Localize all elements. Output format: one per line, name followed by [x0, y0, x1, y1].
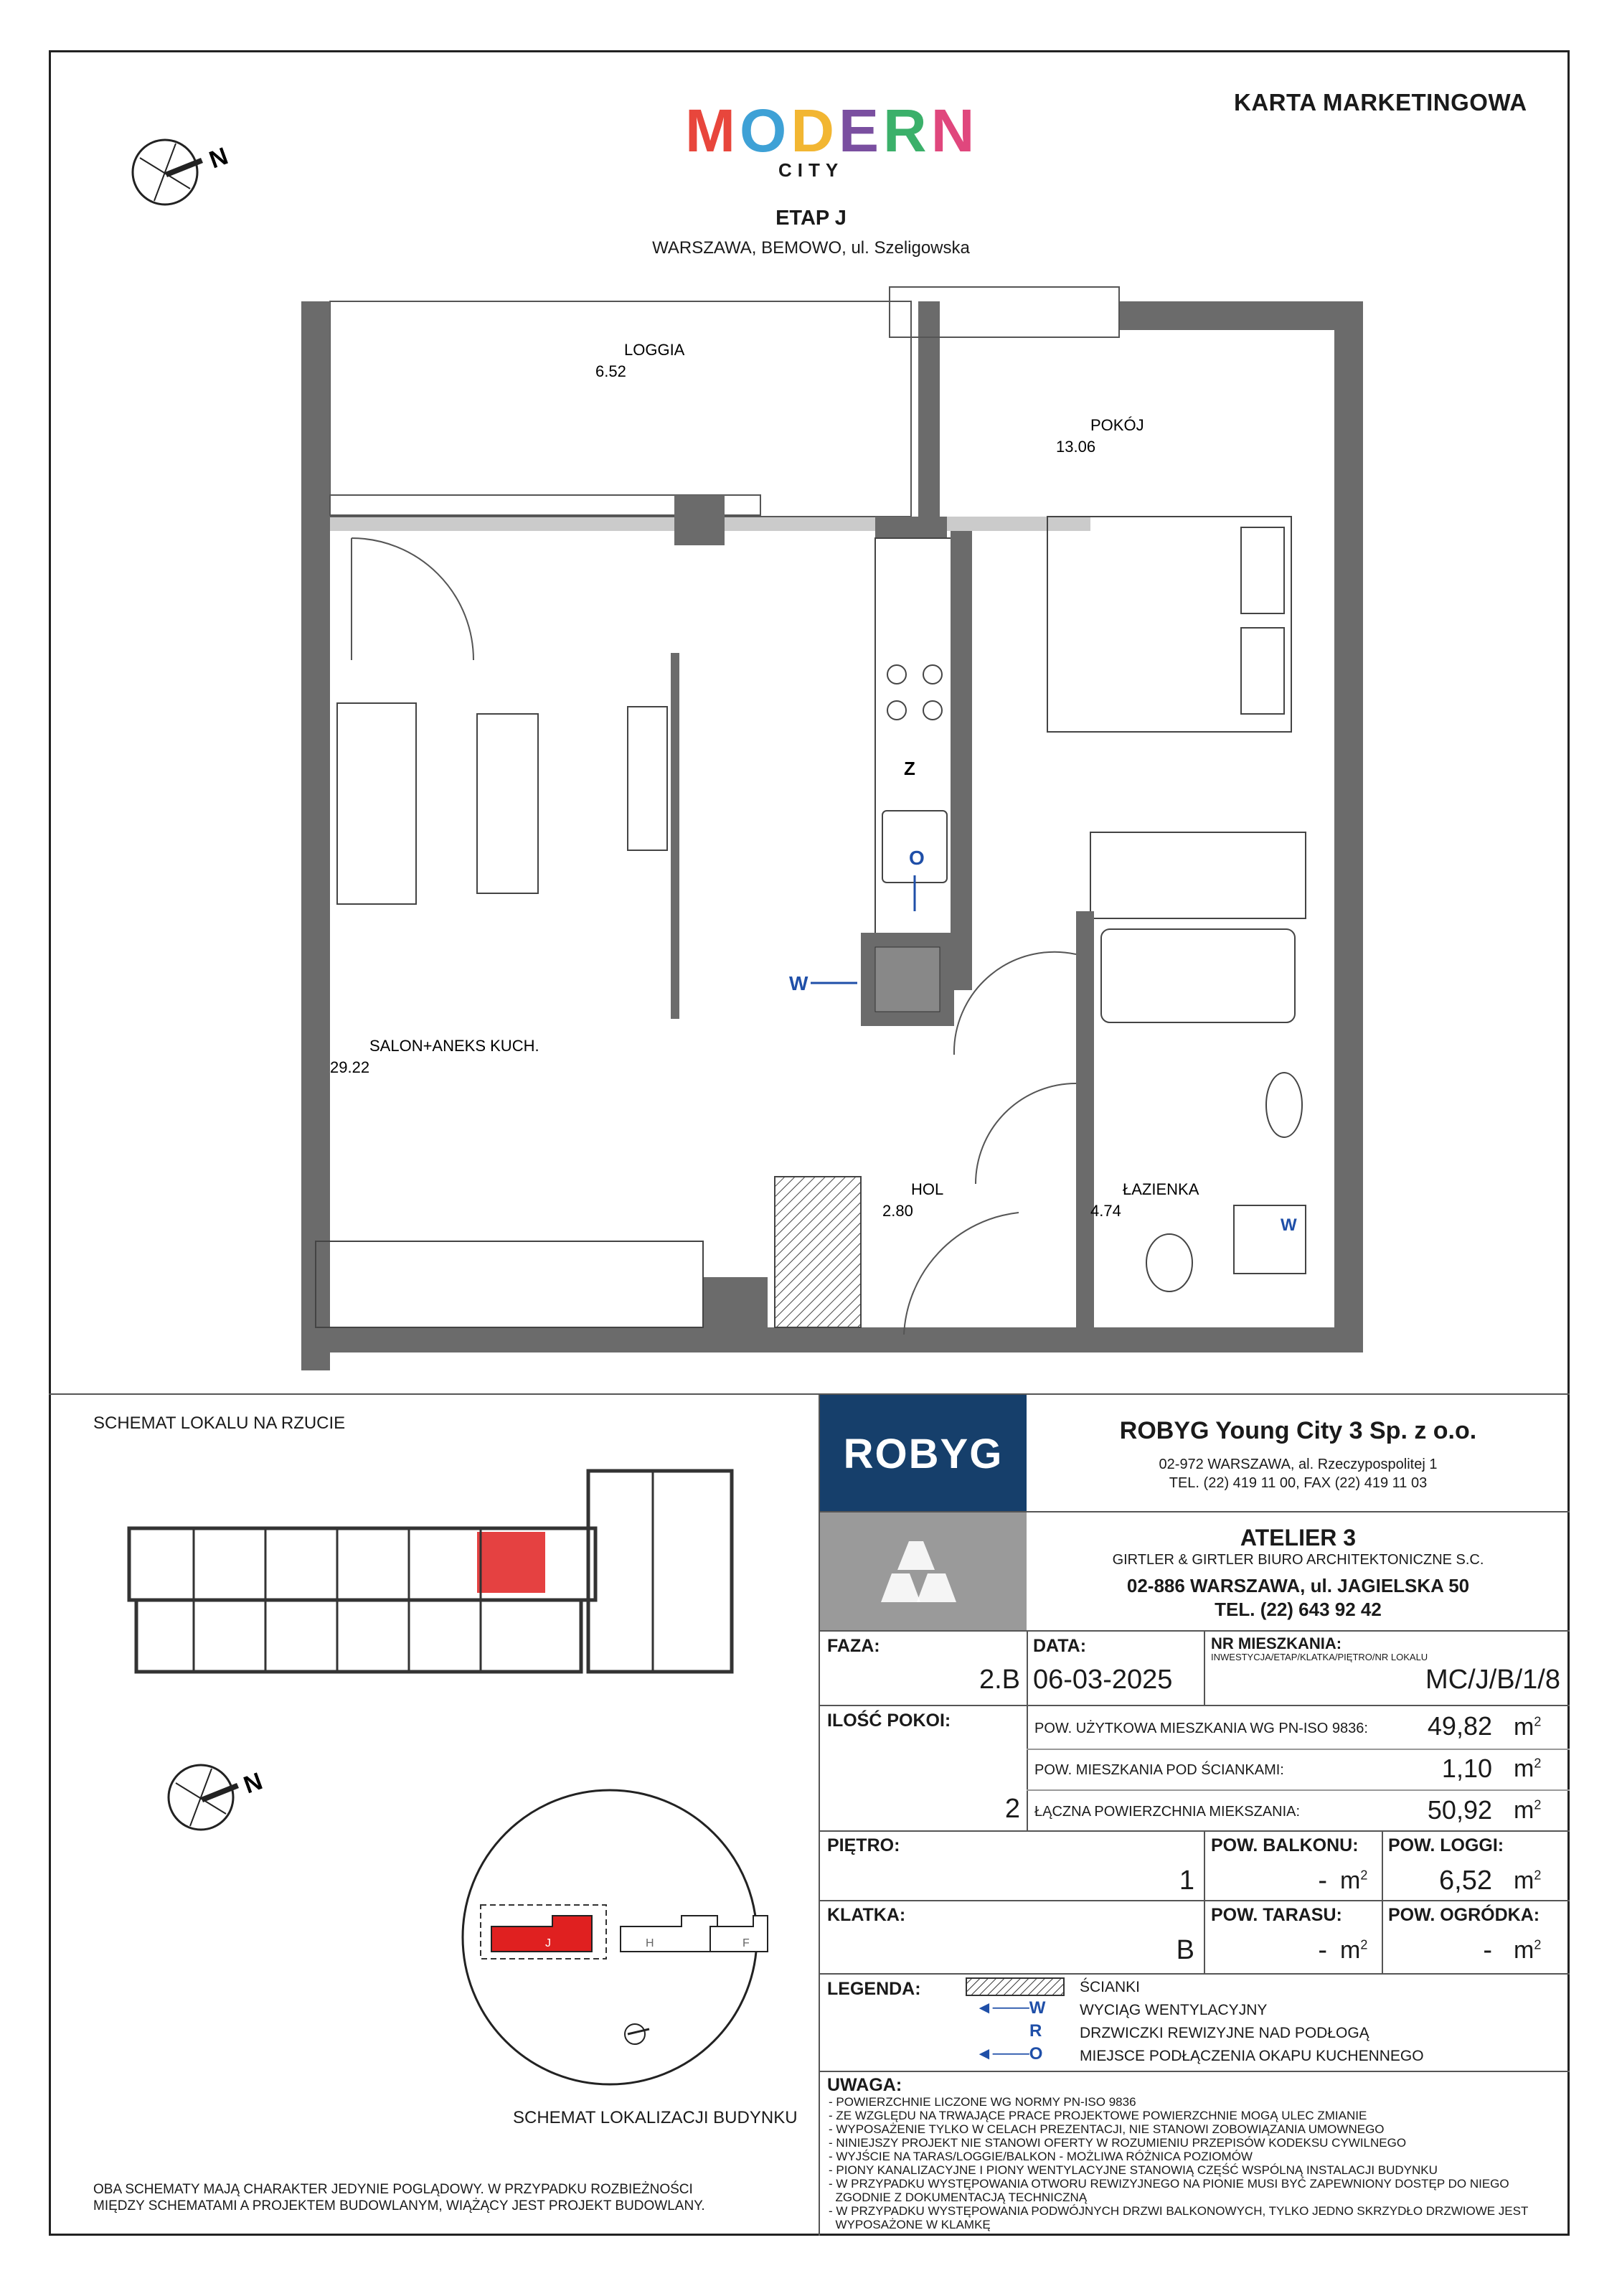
data-label: DATA:	[1033, 1636, 1087, 1656]
stage-title: ETAP J	[775, 207, 847, 230]
schemes-note: OBA SCHEMATY MAJĄ CHARAKTER JEDYNIE POGLĄDOWY. W PRZYPADKU ROZBIEŻNOŚCI MIĘDZY SCHEMATAMI A PROJEKTEM BUDOWLANYM, WIĄŻĄCY JEST PROJEKT BUDOWLANY.	[93, 2182, 705, 2213]
svg-text:N: N	[205, 142, 232, 174]
fridge-mark: Z	[904, 758, 915, 779]
balkon-label: POW. BALKONU:	[1211, 1835, 1359, 1855]
building-j-label: J	[545, 1937, 551, 1949]
area3-unit: $m^2$	[1514, 1797, 1542, 1824]
legend-o-symbol: ◄───O	[976, 2044, 1043, 2064]
ogrodek-label: POW. OGRÓDKA:	[1388, 1905, 1540, 1925]
floor-scheme-diagram	[122, 1457, 746, 1708]
atelier-logo	[820, 1512, 1027, 1630]
area2-value: 1,10	[1441, 1754, 1492, 1783]
room-name-salon: SALON+ANEKS KUCH.	[369, 1037, 539, 1055]
architect-address: 02-886 WARSZAWA, ul. JAGIELSKA 50	[1126, 1575, 1470, 1596]
location-scheme-diagram	[459, 1787, 775, 2095]
faza-value: 2.B	[979, 1665, 1020, 1695]
note-8b: WYPOSAŻONE W KLAMKĘ	[829, 2218, 991, 2231]
architect-name: ATELIER 3	[1240, 1525, 1357, 1551]
note-4: - NINIEJSZY PROJEKT NIE STANOWI OFERTY W ROZUMIENIU PRZEPISÓW KODEKSU CYWILNEGO	[829, 2136, 1407, 2150]
legend-w-symbol: ◄───W	[976, 1998, 1046, 2018]
company-phone: TEL. (22) 419 11 00, FAX (22) 419 11 03	[1169, 1475, 1428, 1491]
room-area-pokoj: 13.06	[1056, 438, 1096, 456]
legend-walls: ŚCIANKI	[1080, 1979, 1141, 1995]
area2-label: POW. MIESZKANIA POD ŚCIANKAMI:	[1034, 1762, 1284, 1778]
ogrodek-unit: $m^2$	[1514, 1937, 1542, 1964]
area3-label: ŁĄCZNA POWIERZCHNIA MIEKSZANIA:	[1034, 1804, 1301, 1820]
pokoi-label: ILOŚĆ POKOI:	[827, 1711, 951, 1731]
area2-unit: $m^2$	[1514, 1755, 1542, 1782]
legend-o-text: MIEJSCE PODŁĄCZENIA OKAPU KUCHENNEGO	[1080, 2048, 1424, 2064]
note-3: - WYPOSAŻENIE TYLKO W CELACH PREZENTACJI, NIE STANOWI ZOBOWIĄZANIA UMOWNEGO	[829, 2122, 1385, 2136]
floor-plan	[301, 280, 1363, 1378]
taras-unit: $m^2$	[1340, 1937, 1368, 1964]
card-title: KARTA MARKETINGOWA	[1234, 89, 1527, 116]
legend-title: LEGENDA:	[827, 1979, 921, 1999]
building-h-label: H	[646, 1937, 654, 1949]
walls-hatch-icon	[965, 1977, 1065, 1997]
location-scheme-title: SCHEMAT LOKALIZACJI BUDYNKU	[513, 2108, 798, 2127]
pietro-label: PIĘTRO:	[827, 1835, 900, 1855]
logo-city-text: CITY	[778, 159, 844, 181]
architect-phone: TEL. (22) 643 92 42	[1215, 1599, 1382, 1620]
balkon-value: -	[1318, 1866, 1327, 1896]
note-2: - ZE WZGLĘDU NA TRWAJĄCE PRACE PROJEKTOWE POWIERZCHNIE MOGĄ ULEC ZMIANIE	[829, 2109, 1367, 2122]
area1-value: 49,82	[1427, 1711, 1492, 1741]
klatka-value: B	[1176, 1935, 1194, 1965]
taras-label: POW. TARASU:	[1211, 1905, 1342, 1925]
loggia-outline	[330, 301, 911, 517]
area1-unit: $m^2$	[1514, 1713, 1542, 1741]
apartment-highlight	[477, 1532, 545, 1593]
room-area-loggia: 6.52	[595, 362, 626, 380]
room-area-hol: 2.80	[882, 1202, 913, 1220]
legend-r-symbol: R	[1029, 2021, 1042, 2041]
ogrodek-value: -	[1483, 1935, 1492, 1965]
room-area-salon: 29.22	[330, 1058, 370, 1076]
svg-text:N: N	[240, 1767, 266, 1799]
legend-w-text: WYCIĄG WENTYLACYJNY	[1080, 2002, 1268, 2018]
loggia-unit: $m^2$	[1514, 1867, 1542, 1894]
nr-label: NR MIESZKANIA:	[1211, 1634, 1342, 1652]
architect-subtitle: GIRTLER & GIRTLER BIURO ARCHITEKTONICZNE S.C.	[1112, 1552, 1484, 1568]
robyg-logo: ROBYG	[820, 1395, 1027, 1512]
room-area-lazienka: 4.74	[1090, 1202, 1121, 1220]
note-8: - W PRZYPADKU WYSTĘPOWANIA PODWÓJNYCH DRZWI BALKONOWYCH, TYLKO JEDNO SKRZYDŁO DRZWIOWE JEST	[829, 2204, 1529, 2218]
brand-logo: MODERN	[685, 97, 979, 164]
pietro-value: 1	[1179, 1866, 1194, 1896]
vent-mark-2: W	[1281, 1215, 1297, 1235]
note-7: - W PRZYPADKU WYSTĘPOWANIA OTWORU REWIZYJNEGO NA PIONIE MUSI BYĆ ZAPEWNIONY DOSTĘP DO NIEGO	[829, 2177, 1509, 2191]
pokoi-value: 2	[1004, 1794, 1020, 1824]
north-compass-icon	[126, 133, 255, 212]
data-value: 06-03-2025	[1033, 1665, 1173, 1695]
company-address: 02-972 WARSZAWA, al. Rzeczypospolitej 1	[1159, 1457, 1438, 1472]
note-5: - WYJŚCIE NA TARAS/LOGGIE/BALKON - MOŻLIWA RÓŻNICA POZIOMÓW	[829, 2150, 1253, 2163]
company-name: ROBYG Young City 3 Sp. z o.o.	[1119, 1417, 1477, 1444]
note-6: - PIONY KANALIZACYJNE I PIONY WENTYLACYJNE STANOWIĄ CZĘŚĆ WSPÓLNĄ INSTALACJI BUDYNKU	[829, 2163, 1438, 2177]
floor-scheme-title: SCHEMAT LOKALU NA RZUCIE	[93, 1413, 346, 1433]
area1-label: POW. UŻYTKOWA MIESZKANIA WG PN-ISO 9836:	[1034, 1721, 1368, 1736]
area3-value: 50,92	[1427, 1795, 1492, 1825]
project-address: WARSZAWA, BEMOWO, ul. Szeligowska	[652, 238, 970, 258]
vent-mark-1: W	[789, 972, 808, 994]
note-1: - POWIERZCHNIE LICZONE WG NORMY PN-ISO 9836	[829, 2095, 1136, 2109]
room-name-lazienka: ŁAZIENKA	[1123, 1180, 1199, 1198]
notes-title: UWAGA:	[827, 2075, 902, 2095]
building-f-label: F	[742, 1937, 750, 1949]
note-7b: ZGODNIE Z DOKUMENTACJĄ TECHNICZNĄ	[829, 2191, 1088, 2204]
room-name-pokoj: POKÓJ	[1090, 416, 1144, 434]
taras-value: -	[1318, 1935, 1327, 1965]
balkon-unit: $m^2$	[1340, 1867, 1368, 1894]
faza-label: FAZA:	[827, 1636, 880, 1656]
room-name-hol: HOL	[911, 1180, 944, 1198]
loggia-value: 6,52	[1439, 1866, 1492, 1896]
loggia-label: POW. LOGGI:	[1388, 1835, 1504, 1855]
legend-r-text: DRZWICZKI REWIZYJNE NAD PODŁOGĄ	[1080, 2025, 1369, 2041]
nr-value: MC/J/B/1/8	[1425, 1665, 1560, 1695]
klatka-label: KLATKA:	[827, 1905, 906, 1925]
scheme-compass-icon	[161, 1758, 283, 1837]
hood-mark: O	[909, 847, 925, 869]
room-name-loggia: LOGGIA	[624, 341, 685, 359]
nr-sublabel: INWESTYCJA/ETAP/KLATKA/PIĘTRO/NR LOKALU	[1211, 1652, 1428, 1662]
